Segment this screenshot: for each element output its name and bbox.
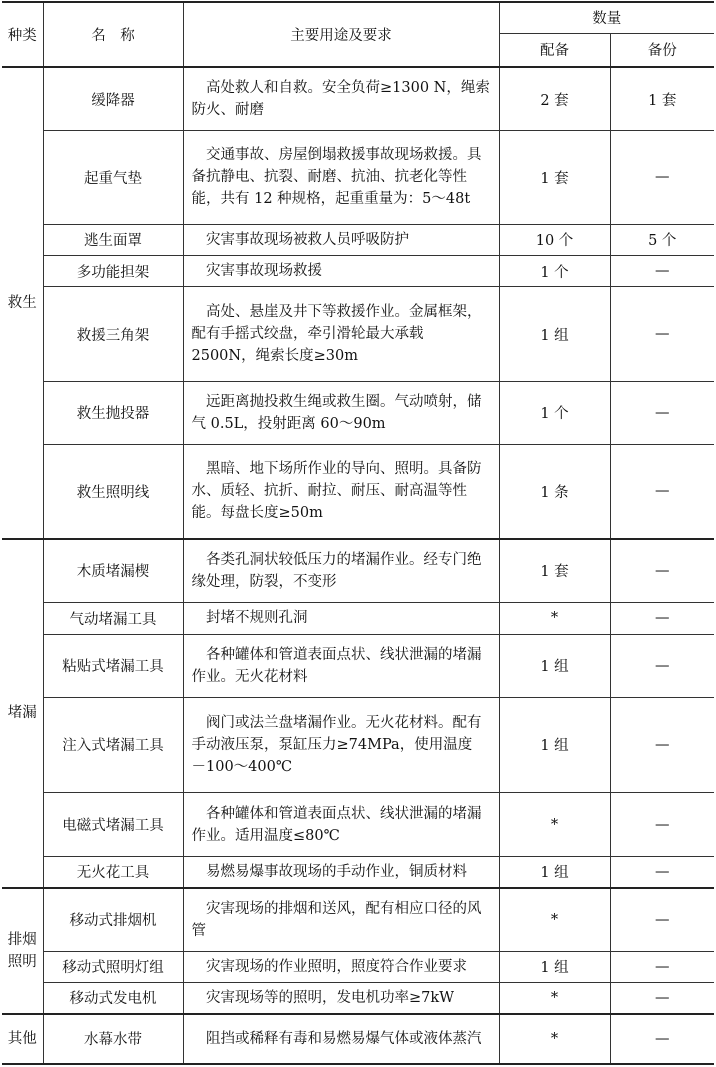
item-name: 注入式堵漏工具 xyxy=(43,697,183,793)
item-equipped: 1 组 xyxy=(499,697,610,793)
item-usage: 高处、悬崖及井下等救援作业。金属框架，配有手摇式绞盘，牵引滑轮最大承载 2500N，绳索长度≥30m xyxy=(183,287,499,382)
item-name: 移动式发电机 xyxy=(43,982,183,1013)
item-backup: — xyxy=(610,793,714,857)
item-usage: 灾害现场的排烟和送风，配有相应口径的风管 xyxy=(183,888,499,952)
item-equipped: 1 条 xyxy=(499,444,610,539)
header-equipped: 配备 xyxy=(499,33,610,67)
item-usage: 灾害现场的作业照明，照度符合作业要求 xyxy=(183,951,499,982)
item-equipped: * xyxy=(499,1014,610,1064)
item-usage: 远距离抛投救生绳或救生圈。气动喷射，储气 0.5L，投射距离 60～90m xyxy=(183,382,499,445)
item-name: 移动式照明灯组 xyxy=(43,951,183,982)
table-row xyxy=(2,982,714,1013)
item-backup: — xyxy=(610,982,714,1013)
item-equipped: * xyxy=(499,982,610,1013)
item-name: 移动式排烟机 xyxy=(43,888,183,952)
table-row xyxy=(2,1014,714,1064)
item-usage: 阻挡或稀释有毒和易燃易爆气体或液体蒸汽 xyxy=(183,1014,499,1064)
table-row xyxy=(2,951,714,982)
item-name: 起重气垫 xyxy=(43,131,183,225)
item-usage: 灾害事故现场救援 xyxy=(183,256,499,287)
item-usage: 高处救人和自救。安全负荷≥1300 N，绳索防火、耐磨 xyxy=(183,67,499,131)
table-row xyxy=(2,793,714,857)
item-backup: — xyxy=(610,256,714,287)
item-name: 救援三角架 xyxy=(43,287,183,382)
item-backup: — xyxy=(610,635,714,698)
table-row xyxy=(2,697,714,793)
item-backup: — xyxy=(610,602,714,634)
item-usage: 灾害现场等的照明，发电机功率≥7kW xyxy=(183,982,499,1013)
category-cell: 救生 xyxy=(2,67,43,539)
item-usage: 易燃易爆事故现场的手动作业，铜质材料 xyxy=(183,856,499,887)
item-backup: — xyxy=(610,697,714,793)
category-cell: 排烟 照明 xyxy=(2,888,43,1014)
item-equipped: 10 个 xyxy=(499,224,610,255)
item-backup: — xyxy=(610,444,714,539)
item-equipped: * xyxy=(499,602,610,634)
table-row xyxy=(2,602,714,634)
item-equipped: 2 套 xyxy=(499,67,610,131)
item-backup: — xyxy=(610,856,714,887)
table-row xyxy=(2,67,714,131)
item-backup: — xyxy=(610,951,714,982)
item-name: 无火花工具 xyxy=(43,856,183,887)
item-name: 救生抛投器 xyxy=(43,382,183,445)
item-name: 水幕水带 xyxy=(43,1014,183,1064)
header-name: 名 称 xyxy=(43,2,183,67)
item-name: 救生照明线 xyxy=(43,444,183,539)
item-equipped: 1 套 xyxy=(499,131,610,225)
item-backup: — xyxy=(610,1014,714,1064)
item-equipped: 1 个 xyxy=(499,382,610,445)
item-name: 粘贴式堵漏工具 xyxy=(43,635,183,698)
item-equipped: * xyxy=(499,793,610,857)
table-row xyxy=(2,224,714,255)
item-name: 多功能担架 xyxy=(43,256,183,287)
category-cell: 其他 xyxy=(2,1014,43,1064)
item-equipped: * xyxy=(499,888,610,952)
category-cell: 堵漏 xyxy=(2,539,43,888)
item-usage: 灾害事故现场被救人员呼吸防护 xyxy=(183,224,499,255)
item-backup: — xyxy=(610,539,714,603)
table-row xyxy=(2,287,714,382)
item-equipped: 1 组 xyxy=(499,635,610,698)
table-row xyxy=(2,856,714,887)
item-usage: 各种罐体和管道表面点状、线状泄漏的堵漏作业。无火花材料 xyxy=(183,635,499,698)
item-name: 气动堵漏工具 xyxy=(43,602,183,634)
item-equipped: 1 个 xyxy=(499,256,610,287)
item-name: 缓降器 xyxy=(43,67,183,131)
item-name: 电磁式堵漏工具 xyxy=(43,793,183,857)
table-row xyxy=(2,888,714,952)
equipment-table xyxy=(2,1,714,1065)
item-usage: 交通事故、房屋倒塌救援事故现场救援。具备抗静电、抗裂、耐磨、抗油、抗老化等性能，共有 12 种规格，起重重量为：5～48t xyxy=(183,131,499,225)
item-usage: 封堵不规则孔洞 xyxy=(183,602,499,634)
item-equipped: 1 套 xyxy=(499,539,610,603)
table-row xyxy=(2,131,714,225)
item-usage: 黑暗、地下场所作业的导向、照明。具备防水、质轻、抗折、耐拉、耐压、耐高温等性能。每盘长度≥50m xyxy=(183,444,499,539)
item-name: 逃生面罩 xyxy=(43,224,183,255)
item-backup: — xyxy=(610,382,714,445)
table-row xyxy=(2,539,714,603)
item-backup: — xyxy=(610,131,714,225)
item-backup: — xyxy=(610,888,714,952)
item-name: 木质堵漏楔 xyxy=(43,539,183,603)
item-usage: 各种罐体和管道表面点状、线状泄漏的堵漏作业。适用温度≤80℃ xyxy=(183,793,499,857)
header-backup: 备份 xyxy=(610,33,714,67)
header-quantity: 数量 xyxy=(499,2,714,33)
item-usage: 各类孔洞状较低压力的堵漏作业。经专门绝缘处理，防裂，不变形 xyxy=(183,539,499,603)
header-usage: 主要用途及要求 xyxy=(183,2,499,67)
item-backup: — xyxy=(610,287,714,382)
item-equipped: 1 组 xyxy=(499,856,610,887)
table-row xyxy=(2,256,714,287)
table-row xyxy=(2,635,714,698)
table-row xyxy=(2,382,714,445)
item-equipped: 1 组 xyxy=(499,287,610,382)
item-backup: 1 套 xyxy=(610,67,714,131)
item-equipped: 1 组 xyxy=(499,951,610,982)
table-row xyxy=(2,444,714,539)
header-category: 种类 xyxy=(2,2,43,67)
item-backup: 5 个 xyxy=(610,224,714,255)
item-usage: 阀门或法兰盘堵漏作业。无火花材料。配有手动液压泵，泵缸压力≥74MPa，使用温度 －100～400℃ xyxy=(183,697,499,793)
